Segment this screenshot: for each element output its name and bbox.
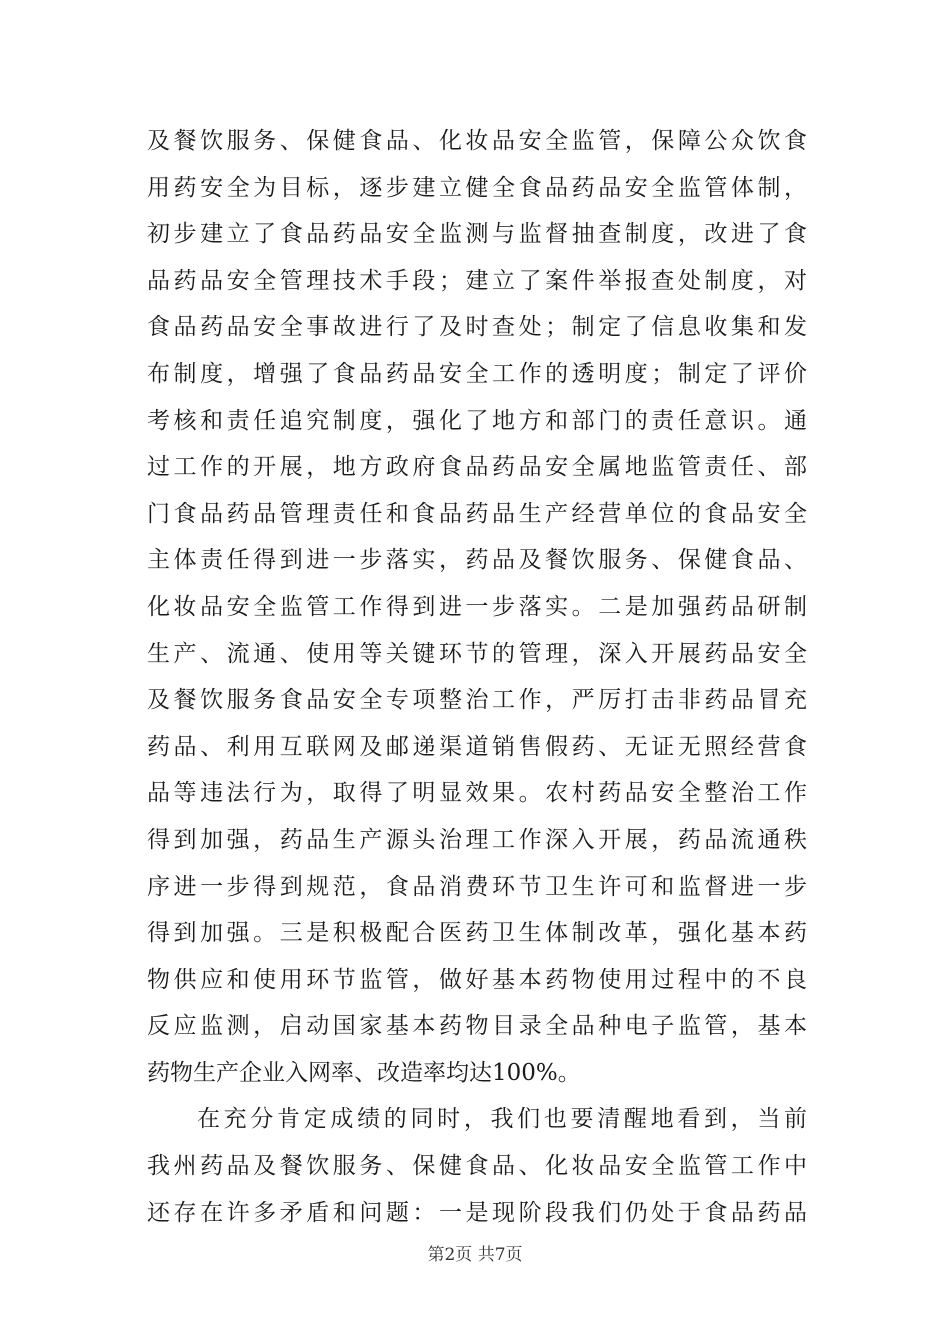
text-line: 及餐饮服务食品安全专项整治工作，严厉打击非药品冒充 <box>147 687 807 714</box>
body-text <box>147 118 807 1236</box>
text-line: 药品、利用互联网及邮递渠道销售假药、无证无照经营食 <box>147 733 807 760</box>
text-line: 我州药品及餐饮服务、保健食品、化妆品安全监管工作中 <box>147 1153 807 1180</box>
text-line: 序进一步得到规范，食品消费环节卫生许可和监督进一步 <box>147 873 807 900</box>
text-line: 用药安全为目标，逐步建立健全食品药品安全监管体制， <box>147 174 807 201</box>
text-line: 得到加强。三是积极配合医药卫生体制改革，强化基本药 <box>147 920 807 947</box>
paragraph-start-line: 在充分肯定成绩的同时，我们也要清醒地看到，当前 <box>197 1106 807 1133</box>
page-footer <box>0 1240 950 1265</box>
text-line: 考核和责任追究制度，强化了地方和部门的责任意识。通 <box>147 407 807 434</box>
text-line: 初步建立了食品药品安全监测与监督抽查制度，改进了食 <box>147 221 807 248</box>
text-line: 及餐饮服务、保健食品、化妆品安全监管，保障公众饮食 <box>147 128 807 154</box>
text-line: 化妆品安全监管工作得到进一步落实。二是加强药品研制 <box>147 593 807 620</box>
text-line: 主体责任得到进一步落实，药品及餐饮服务、保健食品、 <box>147 547 807 574</box>
text-line: 生产、流通、使用等关键环节的管理，深入开展药品安全 <box>147 640 807 667</box>
text-line: 品药品安全管理技术手段；建立了案件举报查处制度，对 <box>147 267 807 294</box>
text-line: 物供应和使用环节监管，做好基本药物使用过程中的不良 <box>147 966 807 993</box>
text-line: 布制度，增强了食品药品安全工作的透明度；制定了评价 <box>147 360 807 387</box>
text-line: 反应监测，启动国家基本药物目录全品种电子监管，基本 <box>147 1013 807 1040</box>
text-line: 得到加强，药品生产源头治理工作深入开展，药品流通秩 <box>147 826 807 853</box>
text-line: 门食品药品管理责任和食品药品生产经营单位的食品安全 <box>147 500 807 527</box>
text-line: 还存在许多矛盾和问题：一是现阶段我们仍处于食品药品 <box>147 1199 807 1226</box>
paragraph-end-line: 药物生产企业入网率、改造率均达100%。 <box>147 1059 581 1086</box>
page-number-label: 第2页 共7页 <box>427 1245 523 1265</box>
text-line: 食品药品安全事故进行了及时查处；制定了信息收集和发 <box>147 314 807 341</box>
text-line: 品等违法行为，取得了明显效果。农村药品安全整治工作 <box>147 780 807 807</box>
text-line: 过工作的开展，地方政府食品药品安全属地监管责任、部 <box>147 454 807 481</box>
